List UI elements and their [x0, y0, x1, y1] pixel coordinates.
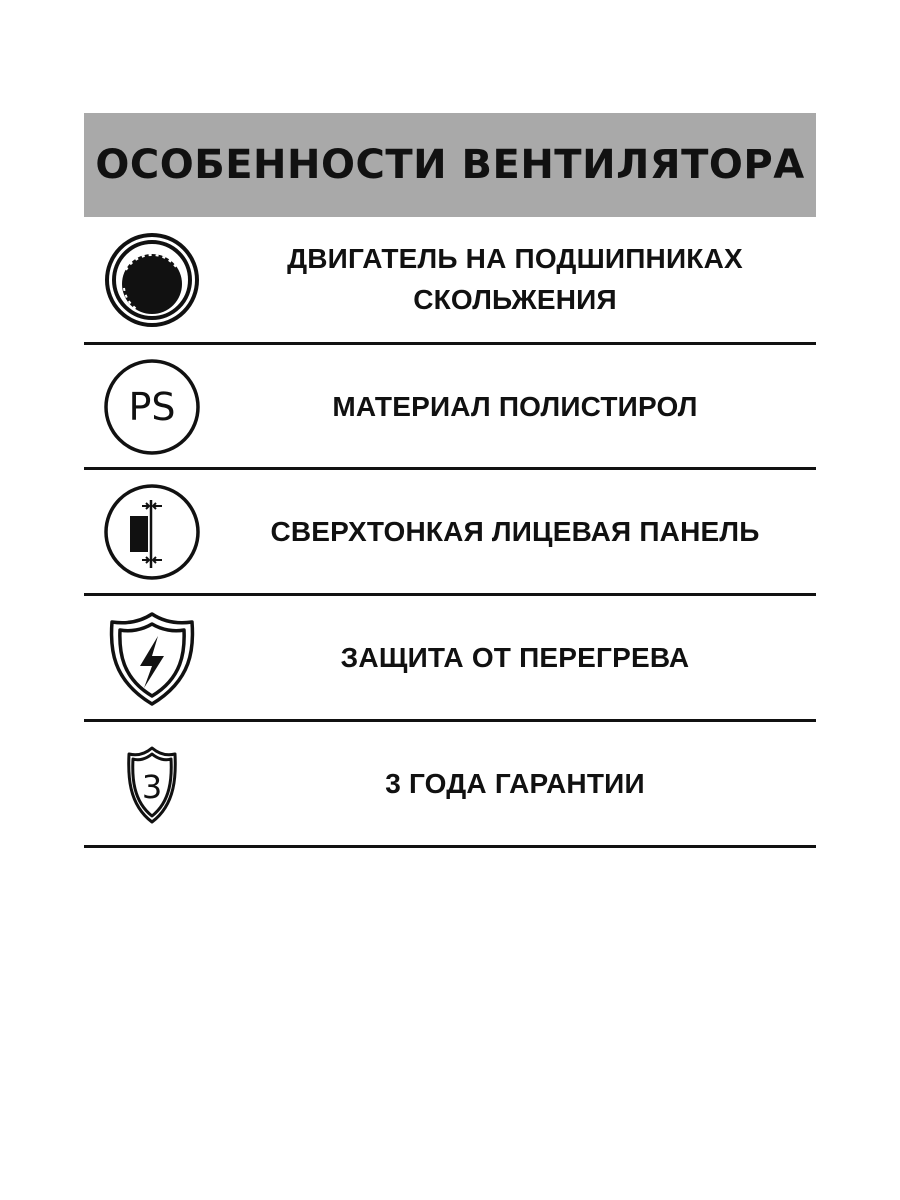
ps-material-icon	[102, 357, 202, 457]
feature-line: МАТЕРИАЛ ПОЛИСТИРОЛ	[332, 390, 698, 422]
feature-row-warranty	[84, 722, 816, 846]
feature-row-material	[84, 345, 816, 469]
feature-row-panel	[84, 470, 816, 594]
overheat-shield-icon	[102, 608, 202, 708]
feature-label	[214, 596, 816, 720]
feature-line: 3 ГОДА ГАРАНТИИ	[385, 767, 645, 799]
thin-panel-icon	[102, 482, 202, 582]
feature-label	[214, 345, 816, 469]
feature-line: СКОЛЬЖЕНИЯ	[413, 284, 617, 315]
feature-label	[214, 470, 816, 594]
feature-line: СВЕРХТОНКАЯ ЛИЦЕВАЯ ПАНЕЛЬ	[270, 515, 760, 547]
page-title: ОСОБЕННОСТИ ВЕНТИЛЯТОРА	[95, 142, 805, 188]
warranty-icon-number: 3	[141, 768, 163, 806]
features-header	[84, 113, 816, 217]
feature-row-overheat	[84, 596, 816, 720]
bearing-motor-icon	[102, 230, 202, 330]
feature-label	[214, 218, 816, 342]
feature-label	[214, 722, 816, 846]
divider	[84, 845, 816, 848]
feature-line: ЗАЩИТА ОТ ПЕРЕГРЕВА	[340, 641, 690, 673]
feature-row-bearing	[84, 218, 816, 342]
warranty-shield-icon	[102, 734, 202, 834]
feature-line: ДВИГАТЕЛЬ НА ПОДШИПНИКАХ	[287, 243, 743, 275]
ps-icon-text: PS	[128, 385, 176, 429]
